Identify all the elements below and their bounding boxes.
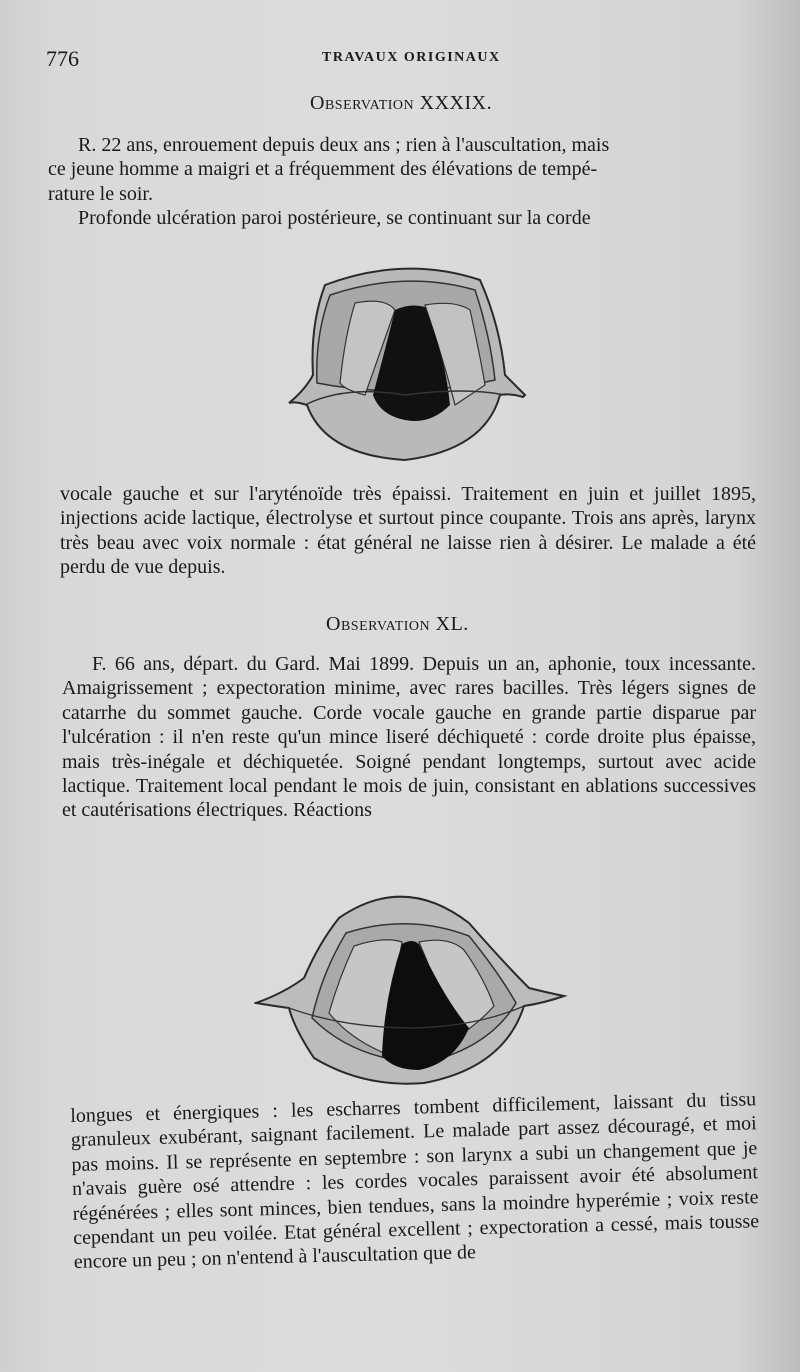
observation-40-text-bottom [70, 1087, 760, 1275]
running-head: TRAVAUX ORIGINAUX [322, 50, 501, 65]
observation-39-text-bottom [60, 482, 756, 580]
observation-39-title: Observation XXXIX. [310, 92, 493, 114]
obs39-line-2: ce jeune homme a maigri et a fréquemment des élévations de tempé- [48, 158, 598, 181]
page-header [46, 46, 760, 74]
larynx-figure-1 [285, 255, 530, 465]
obs39-line-1: R. 22 ans, enrouement depuis deux ans ; rien à l'auscultation, mais [78, 134, 610, 156]
observation-40-text-top [62, 652, 756, 823]
obs39-line-4: Profonde ulcération paroi postérieure, se continuant sur la corde [78, 207, 591, 230]
larynx-figure-2 [254, 878, 569, 1088]
observation-39-text-top [48, 133, 756, 231]
page-number: 776 [46, 46, 79, 71]
obs39-line-3: rature le soir. [48, 182, 153, 205]
obs40-continuation: longues et énergiques : les escharres tombent difficilement, laissant du tissu granuleux exubérant, saignant facilement. Le malade part assez découragé, et moi pas moins. Il se représente en septembre : son larynx a subi un changement que je n'avais guère osé attendre : les cordes vocales paraissent avoir été absolument régénérées ; elles sont minces, bien tendues, sans la moindre hyperémie ; voix reste cependant un peu voilée. Etat général excellent ; expectoration a cessé, mais tousse encore un peu ; on n'entend à l'auscultation que de [70, 1088, 760, 1274]
obs39-continuation: vocale gauche et sur l'aryténoïde très épaissi. Traitement en juin et juillet 1895, injections acide lactique, électrolyse et surtout pince coupante. Trois ans après, larynx très beau avec voix normale : état général ne laisse rien à désirer. Le malade a été perdu de vue depuis. [60, 483, 756, 579]
observation-40-title: Observation XL. [326, 613, 469, 635]
obs40-paragraph: F. 66 ans, départ. du Gard. Mai 1899. Depuis un an, aphonie, toux incessante. Amaigrissement ; expectoration minime, avec rares bacilles. Très légers signes de catarrhe du sommet gauche. Corde vocale gauche en grande partie disparue par l'ulcération : il n'en reste qu'un mince liseré déchiqueté : corde droite plus épaisse, mais très-inégale et déchiquetée. Soigné pendant longtemps, surtout avec acide lactique. Traitement local pendant le mois de juin, consistant en ablations successives et cautérisations électriques. Réactions [62, 653, 756, 822]
